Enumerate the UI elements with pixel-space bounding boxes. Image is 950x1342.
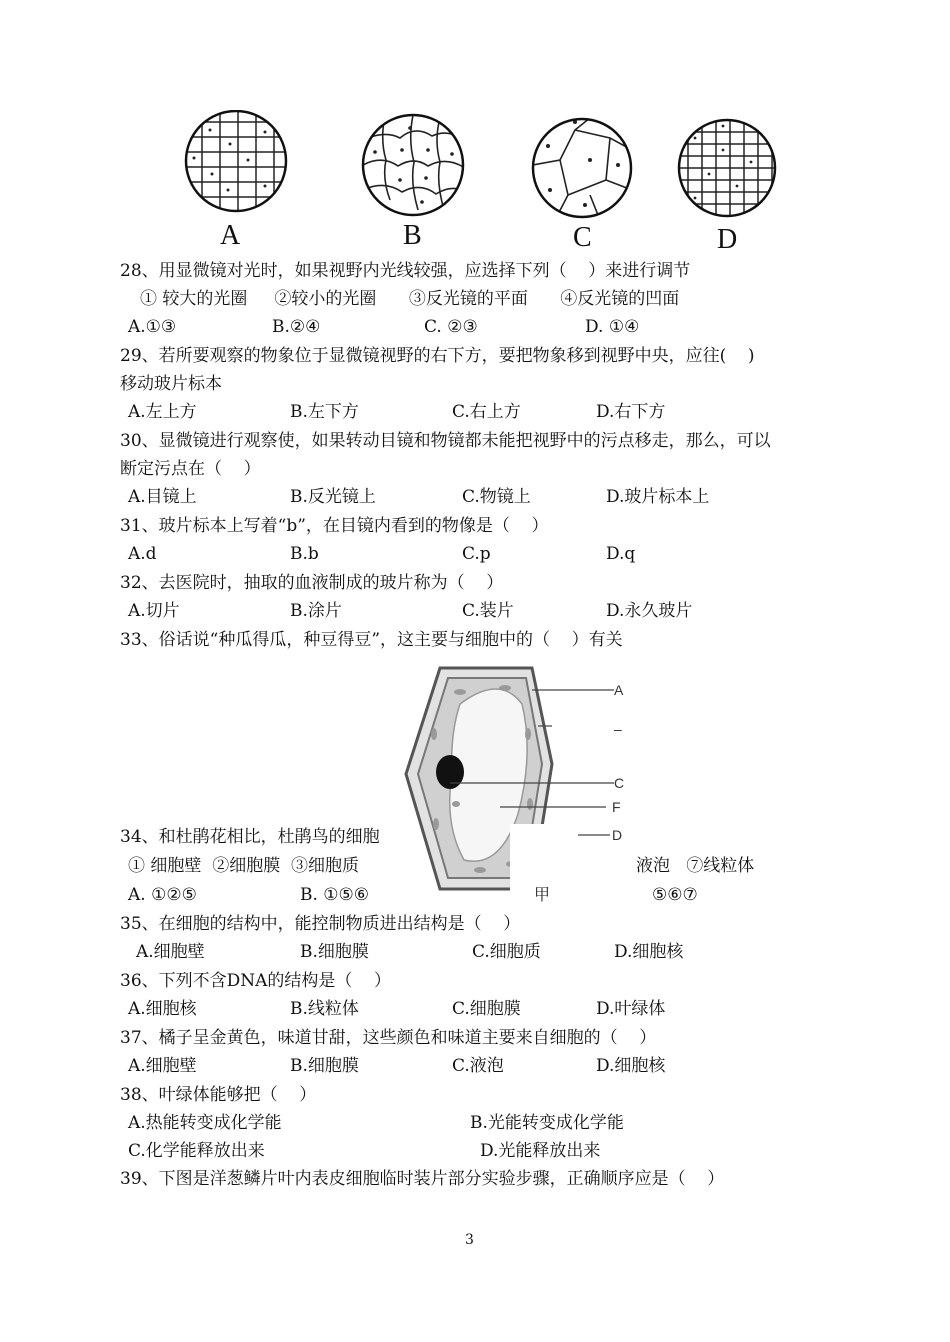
q29-option-a: A.左上方 [128,402,197,422]
q30-stem-cont: 断定污点在（ ） [120,459,261,479]
q35-option-c: C.细胞质 [472,942,541,962]
q38-option-a: A.热能转变成化学能 [128,1113,282,1133]
q35-option-b: B.细胞膜 [300,942,369,962]
q29-option-c: C.右上方 [452,402,521,422]
q36-option-b: B.线粒体 [290,999,359,1019]
q32-stem: 32、去医院时，抽取的血液制成的玻片称为（ ） [120,573,504,593]
q37-option-c: C.液泡 [452,1056,504,1076]
q29-option-d: D.右下方 [596,402,666,422]
q28-items: ① 较大的光圈 ②较小的光圈 ③反光镜的平面 ④反光镜的凹面 [140,289,680,309]
q30-option-d: D.玻片标本上 [606,487,710,507]
q37-option-d: D.细胞核 [596,1056,666,1076]
q38-option-b: B.光能转变成化学能 [470,1113,624,1133]
plant-cell-figure [400,664,640,909]
q32-option-a: A.切片 [128,601,180,621]
q36-option-a: A.细胞核 [128,999,197,1019]
q28-option-a: A.①③ [128,317,177,337]
q31-option-b: B.b [290,544,319,564]
page-number: 3 [465,1232,474,1248]
view-label-b: B [403,220,422,251]
q34-option-a: A. ①②⑤ [128,885,197,905]
q30-stem: 30、显微镜进行观察使，如果转动目镜和物镜都未能把视野中的污点移走，那么，可以 [120,431,771,451]
q28-option-c: C. ②③ [424,317,478,337]
cell-label-d: D [612,827,623,843]
q35-option-a: A.细胞壁 [136,942,205,962]
q32-option-d: D.永久玻片 [606,601,693,621]
q37-option-a: A.细胞壁 [128,1056,197,1076]
q34-stem: 34、和杜鹃花相比，杜鹃鸟的细胞 [120,827,380,847]
q31-option-a: A.d [128,544,157,564]
microscope-views-figure [170,110,790,260]
q35-option-d: D.细胞核 [614,942,684,962]
q34-items-right: 液泡 ⑦线粒体 [636,856,755,876]
q31-stem: 31、玻片标本上写着“b”，在目镜内看到的物像是（ ） [120,516,549,536]
cell-label-f: F [612,799,621,815]
q34-items-left: ① 细胞壁 ②细胞膜 ③细胞质 [128,856,360,876]
q37-stem: 37、橘子呈金黄色，味道甘甜，这些颜色和味道主要来自细胞的（ ） [120,1028,657,1048]
q29-stem-cont: 移动玻片标本 [120,374,222,394]
q28-option-b: B.②④ [272,317,321,337]
cell-caption: 甲 [534,885,551,904]
q39-stem: 39、下图是洋葱鳞片叶内表皮细胞临时装片部分实验步骤，正确顺序应是（ ） [120,1169,725,1189]
cell-label-c: C [614,775,625,791]
view-label-d: D [717,224,738,255]
q30-option-a: A.目镜上 [128,487,197,507]
view-label-a: A [220,220,241,251]
q31-option-c: C.p [462,544,491,564]
q35-stem: 35、在细胞的结构中，能控制物质进出结构是（ ） [120,914,521,934]
q38-stem: 38、叶绿体能够把（ ） [120,1085,317,1105]
q32-option-c: C.装片 [462,601,514,621]
q36-option-c: C.细胞膜 [452,999,521,1019]
cell-label-b: – [614,721,622,737]
q29-stem: 29、若所要观察的物象位于显微镜视野的右下方，要把物象移到视野中央，应往( ) [120,346,755,366]
q34-option-partial: ⑤⑥⑦ [652,885,698,905]
cell-label-a: A [614,682,624,698]
nucleus [436,755,464,789]
q32-option-b: B.涂片 [290,601,342,621]
view-d-cells [675,110,780,230]
q31-option-d: D.q [606,544,636,564]
q34-option-b: B. ①⑤⑥ [300,885,370,905]
q38-option-c: C.化学能释放出来 [128,1141,265,1161]
q36-stem: 36、下列不含DNA的结构是（ ） [120,971,392,991]
q30-option-b: B.反光镜上 [290,487,376,507]
q36-option-d: D.叶绿体 [596,999,666,1019]
q33-stem: 33、俗话说“种瓜得瓜，种豆得豆”，这主要与细胞中的（ ）有关 [120,630,623,650]
q28-option-d: D. ①④ [585,317,640,337]
q29-option-b: B.左下方 [290,402,359,422]
q38-option-d: D.光能释放出来 [480,1141,601,1161]
q37-option-b: B.细胞膜 [290,1056,359,1076]
q30-option-c: C.物镜上 [462,487,531,507]
view-label-c: C [573,222,592,253]
q28-stem: 28、用显微镜对光时，如果视野内光线较强，应选择下列（ ）来进行调节 [120,261,691,281]
